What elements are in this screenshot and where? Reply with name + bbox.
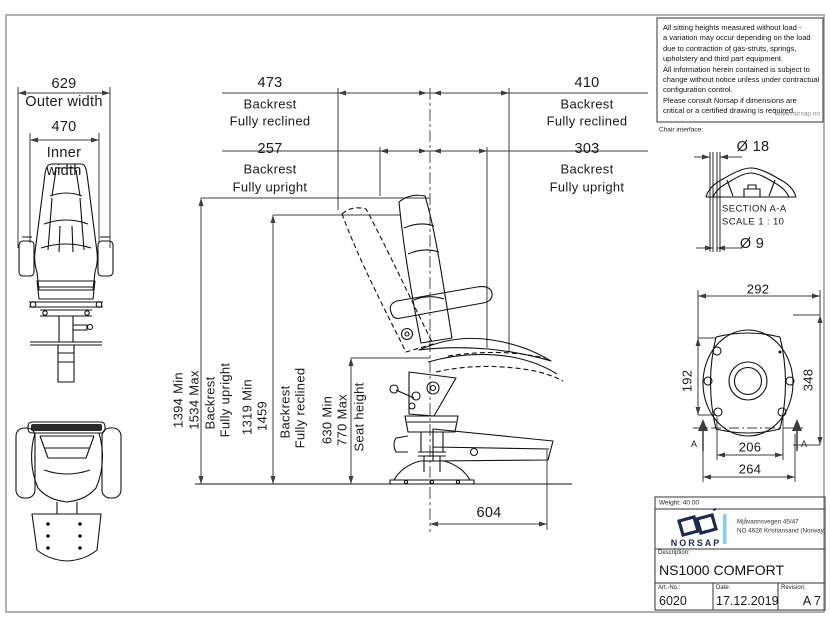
- dim-upright-left-label-1: Backrest: [243, 161, 297, 177]
- dim-plan-bolt-span: 206: [738, 439, 762, 455]
- dim-reclined-right-label-1: Backrest: [560, 96, 614, 112]
- dim-inner-width-value: 470: [51, 119, 77, 135]
- note-line: change without notice unless under contractual: [663, 75, 820, 85]
- weight-label: Weight: 40.00: [659, 499, 699, 507]
- dim-upright-left-label-2: Fully upright: [232, 179, 308, 195]
- dim-plan-width: 292: [746, 281, 770, 297]
- note-line: All sitting heights measured without load -: [663, 23, 802, 32]
- brand-name: NORSAP: [670, 538, 722, 548]
- dim-reclined-left-value: 473: [257, 75, 283, 91]
- dim-seat-max: 770 Max: [334, 394, 350, 446]
- dimension-lines: [18, 87, 820, 532]
- dim-reclined-min: 1319 Min: [239, 379, 255, 435]
- description-value: NS1000 COMFORT: [659, 562, 784, 578]
- dim-dia9: Ø 9: [739, 236, 765, 252]
- top-view-drawing: [16, 422, 121, 561]
- dim-inner-width-label-1: Inner: [46, 145, 82, 161]
- revision-label: Revision:: [781, 585, 806, 591]
- note-line: configuration control.: [663, 85, 733, 95]
- note-line: Please consult Norsap if dimensions are: [663, 95, 797, 105]
- dim-plan-outer-span: 264: [738, 461, 762, 477]
- dim-outer-width-label: Outer width: [25, 94, 103, 110]
- dim-reclined-max: 1459: [254, 400, 270, 432]
- dim-upright-right-value: 303: [574, 141, 600, 157]
- dim-reclined-left-label-1: Backrest: [243, 96, 297, 112]
- note-line: critical or a certified drawing is required.: [663, 106, 796, 116]
- dim-upright-left-value: 257: [257, 141, 283, 157]
- section-cut-label-left: A: [690, 439, 698, 449]
- dim-reclined-label-2: Fully reclined: [292, 367, 308, 449]
- note-line: All information herein contained is subject to: [663, 64, 810, 74]
- logo-accent-bar: [723, 514, 727, 544]
- dim-base-value: 604: [476, 505, 502, 521]
- date-value: 17.12.2019: [716, 594, 779, 608]
- dim-outer-width-value: 629: [51, 76, 77, 92]
- dim-upright-label-2: Fully upright: [217, 362, 233, 438]
- side-view-drawing: [195, 195, 572, 484]
- website-link: www.norsap.no: [775, 110, 820, 118]
- dim-upright-min: 1394 Min: [170, 372, 186, 428]
- dim-reclined-label-1: Backrest: [277, 385, 293, 439]
- dim-seat-label: Seat height: [351, 382, 367, 452]
- dim-upright-right-label-2: Fully upright: [549, 179, 625, 195]
- date-label: Date:: [716, 585, 731, 591]
- chair-interface-label: Chair interface:: [659, 126, 704, 134]
- dim-plan-height-left: 192: [679, 369, 695, 393]
- dim-plan-height-right: 348: [800, 368, 816, 392]
- dim-reclined-left-label-2: Fully reclined: [229, 113, 311, 129]
- section-cut-label-right: A: [800, 439, 808, 449]
- norsap-logo-icon: [679, 509, 716, 535]
- note-line: due to contraction of gas-struts, springs,: [663, 43, 797, 53]
- note-line: upholstery and third part equipment.: [663, 54, 784, 64]
- description-label: Description:: [658, 550, 690, 556]
- art-no-label: Art.-No.:: [658, 585, 681, 591]
- note-line: a variation may occur depending on the load: [663, 33, 811, 43]
- dim-upright-max: 1534 Max: [186, 370, 202, 430]
- dim-upright-label-1: Backrest: [202, 376, 218, 430]
- address-line-1: Mjåvannsvegen 45/47: [737, 518, 799, 526]
- section-scale: SCALE 1 : 10: [722, 216, 785, 228]
- section-title: SECTION A-A: [722, 203, 787, 215]
- revision-value: A 7: [802, 594, 821, 608]
- dim-upright-right-label-1: Backrest: [560, 161, 614, 177]
- dim-seat-min: 630 Min: [319, 395, 335, 445]
- dim-dia18: Ø 18: [736, 139, 770, 155]
- address-line-2: NO 4626 Kristiansand (Norway): [737, 527, 826, 535]
- art-no-value: 6020: [659, 594, 687, 608]
- dim-inner-width-label-2: width: [46, 163, 82, 179]
- dim-reclined-right-label-2: Fully reclined: [546, 113, 628, 129]
- dim-reclined-right-value: 410: [574, 75, 600, 91]
- notes-block: [663, 23, 820, 117]
